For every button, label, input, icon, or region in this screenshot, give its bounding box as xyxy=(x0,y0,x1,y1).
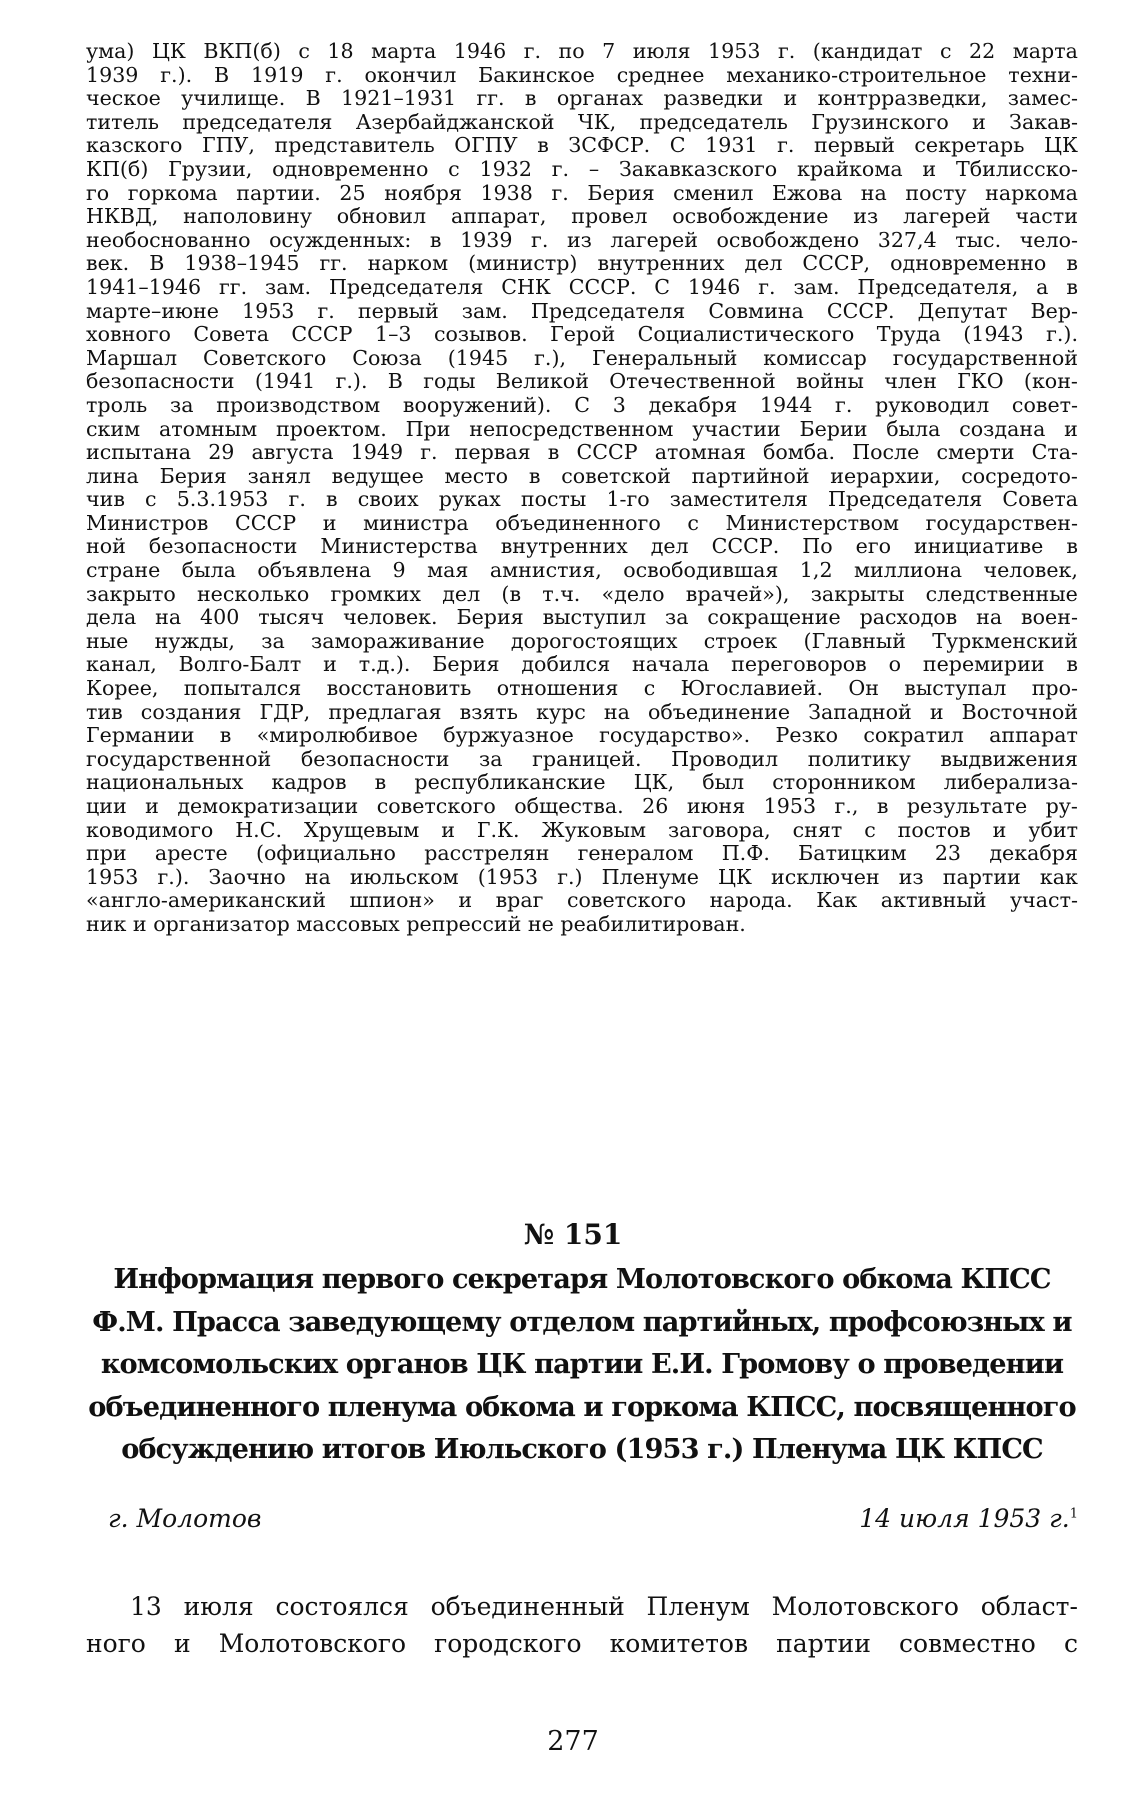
footnote-line: закрыто несколько громких дел (в т.ч. «дело врачей»), закрыты следственные xyxy=(86,581,1078,606)
footnote-line: ник и организатор массовых репрессий не реабилитирован. xyxy=(86,911,746,936)
footnote-line: титель председателя Азербайджанской ЧК, председатель Грузинского и Закав- xyxy=(86,109,1078,134)
body-line: 13 июля состоялся объединенный Пленум Молотовского област- xyxy=(130,1592,1078,1621)
footnote-line: канал, Волго-Балт и т.д.). Берия добился начала переговоров о перемирии в xyxy=(86,652,1078,677)
footnote-line: Корее, попытался восстановить отношения с Югославией. Он выступал про- xyxy=(86,676,1078,701)
footnote-line: век. В 1938–1945 гг. нарком (министр) внутренних дел СССР, одновременно в xyxy=(86,251,1078,276)
footnote-line: дела на 400 тысяч человек. Берия выступил за сокращение расходов на воен- xyxy=(86,605,1078,630)
footnote-line: троль за производством вооружений). С 3 декабря 1944 г. руководил совет- xyxy=(86,392,1078,417)
footnote-line: ные нужды, за замораживание дорогостоящих строек (Главный Туркменский xyxy=(86,628,1078,653)
footnote-line: ховного Совета СССР 1–3 созывов. Герой Социалистического Труда (1943 г.). xyxy=(86,322,1078,347)
footnote-line: 1939 г.). В 1919 г. окончил Бакинское среднее механико-строительное техни- xyxy=(86,62,1078,87)
footnote-line: казского ГПУ, представитель ОГПУ в ЗСФСР. С 1931 г. первый секретарь ЦК xyxy=(86,133,1078,158)
footnote-line: ководимого Н.С. Хрущевым и Г.К. Жуковым заговора, снят с постов и убит xyxy=(86,817,1078,842)
footnote-line: лина Берия занял ведущее место в советской партийной иерархии, сосредото- xyxy=(86,463,1078,488)
document-date-wrap xyxy=(859,1504,1078,1534)
footnote-line: Маршал Советского Союза (1945 г.), Генеральный комиссар государственной xyxy=(86,345,1078,370)
footnote-line: НКВД, наполовину обновил аппарат, провел освобождение из лагерей части xyxy=(86,204,1078,229)
document-body xyxy=(86,1588,1078,1662)
footnote-line: го горкома партии. 25 ноября 1938 г. Берия сменил Ежова на посту наркома xyxy=(86,180,1078,205)
footnote-line: ским атомным проектом. При непосредственном участии Берии была создана и xyxy=(86,416,1078,441)
page-number: 277 xyxy=(547,1726,599,1757)
title-line: Информация первого секретаря Молотовского обкома КПСС xyxy=(113,1263,1051,1295)
footnote-line: 1941–1946 гг. зам. Председателя СНК СССР. С 1946 г. зам. Председателя, а в xyxy=(86,274,1078,299)
footnote-line: ной безопасности Министерства внутренних дел СССР. По его инициативе в xyxy=(86,534,1078,559)
title-line: комсомольских органов ЦК партии Е.И. Громову о проведении xyxy=(100,1348,1064,1380)
footnote-line: национальных кадров в республиканские ЦК, был сторонником либерализа- xyxy=(86,770,1078,795)
footnote-line: государственной безопасности за границей. Проводил политику выдвижения xyxy=(86,746,1078,771)
footnote-line: КП(б) Грузии, одновременно с 1932 г. – Закавказского крайкома и Тбилисско- xyxy=(86,156,1078,181)
place-date-line xyxy=(108,1504,1078,1534)
title-line: Ф.М. Прасса заведующему отделом партийных, профсоюзных и xyxy=(92,1305,1072,1338)
document-title xyxy=(86,1258,1078,1471)
footnote-line: ческое училище. В 1921–1931 гг. в органах разведки и контрразведки, замес- xyxy=(86,86,1078,111)
footnote-biography xyxy=(86,40,1078,937)
footnote-line: 1953 г.). Заочно на июльском (1953 г.) Пленуме ЦК исключен из партии как xyxy=(86,864,1078,889)
footnote-line: чив с 5.3.1953 г. в своих руках посты 1-го заместителя Председателя Совета xyxy=(86,487,1078,512)
footnote-line: при аресте (официально расстрелян генералом П.Ф. Батицким 23 декабря xyxy=(86,841,1078,866)
footnote-line: марте–июне 1953 г. первый зам. Председателя Совмина СССР. Депутат Вер- xyxy=(86,298,1078,323)
footnote-line: ума) ЦК ВКП(б) с 18 марта 1946 г. по 7 июля 1953 г. (кандидат с 22 марта xyxy=(86,39,1078,63)
document-date: 14 июля 1953 г. xyxy=(859,1504,1070,1533)
footnote-line: Министров СССР и министра объединенного с Министерством государствен- xyxy=(86,510,1078,535)
body-line: ного и Молотовского городского комитетов партии совместно с xyxy=(86,1629,1078,1658)
footnote-line: Германии в «миролюбивое буржуазное государство». Резко сократил аппарат xyxy=(86,723,1078,748)
footnote-line: тив создания ГДР, предлагая взять курс на объединение Западной и Восточной xyxy=(86,699,1078,724)
footnote-line: «англо-американский шпион» и враг советского народа. Как активный участ- xyxy=(86,888,1078,913)
document-number: № 151 xyxy=(523,1218,623,1251)
footnote-line: ции и демократизации советского общества. 26 июня 1953 г., в результате ру- xyxy=(86,794,1078,818)
footnote-line: стране была объявлена 9 мая амнистия, освободившая 1,2 миллиона человек, xyxy=(86,558,1078,583)
footnote-line: испытана 29 августа 1949 г. первая в СССР атомная бомба. После смерти Ста- xyxy=(86,440,1078,465)
document-place: г. Молотов xyxy=(108,1504,262,1533)
date-footnote-mark: 1 xyxy=(1069,1506,1078,1522)
title-line: объединенного пленума обкома и горкома КПСС, посвященного xyxy=(88,1390,1076,1423)
title-line: обсуждению итогов Июльского (1953 г.) Пленума ЦК КПСС xyxy=(121,1433,1043,1465)
footnote-line: необоснованно осужденных: в 1939 г. из лагерей освобождено 327,4 тыс. чело- xyxy=(86,227,1078,252)
footnote-line: безопасности (1941 г.). В годы Великой Отечественной войны член ГКО (кон- xyxy=(86,369,1078,394)
